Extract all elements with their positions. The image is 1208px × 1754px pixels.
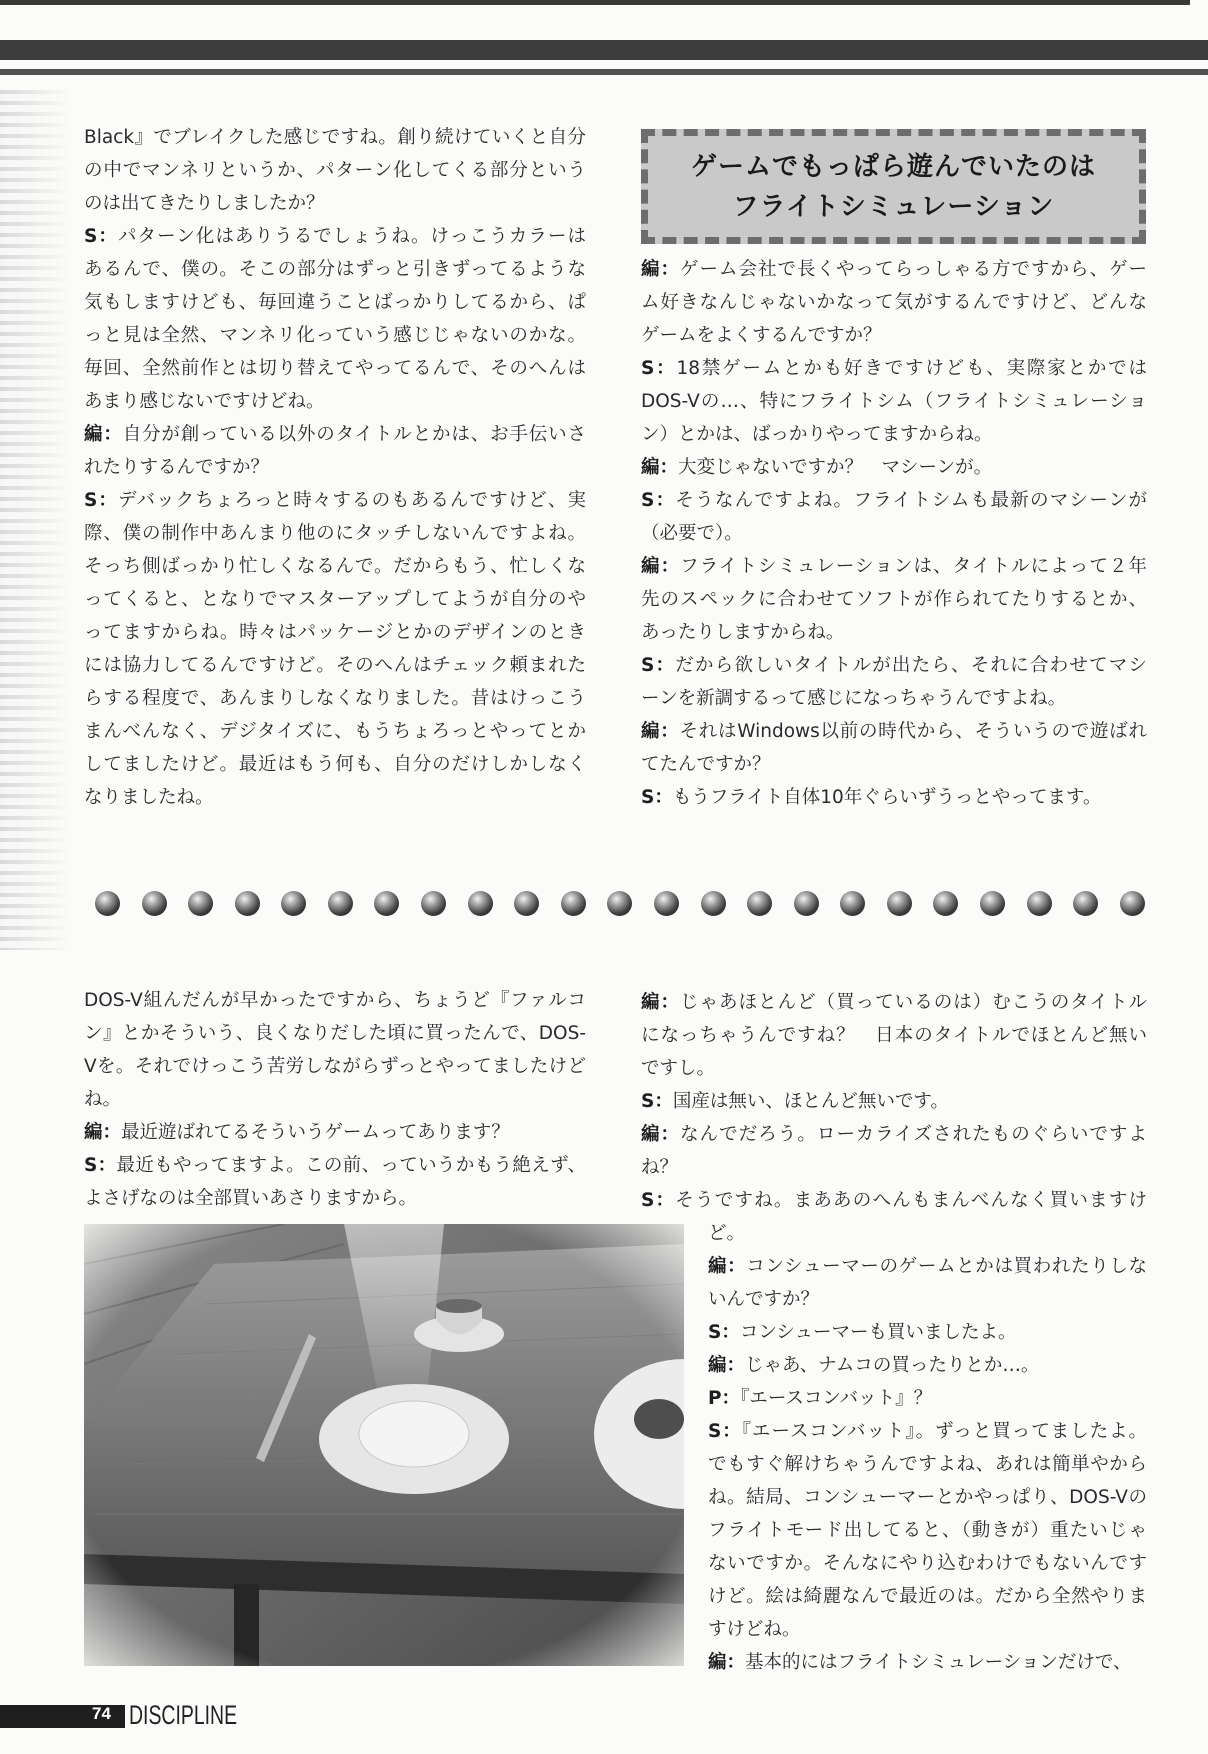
speaker-label: 編： [708,1355,746,1376]
text-line [84,220,586,253]
speaker-label: 編： [641,457,679,478]
line-text: そうですね。まああのへんもまんべんなく買いますけ [675,1190,1148,1211]
column-bottom-left [84,984,586,1215]
text-line [84,1116,586,1149]
text-line [84,385,586,418]
line-text: してましたけど。最近はもう何も、自分のだけしかしなく [84,754,586,775]
header-band [0,40,1208,60]
speaker-label: S： [641,358,677,379]
divider-dot [607,891,632,916]
line-text: あったりしますからね。 [641,622,845,643]
line-text: ゲームをよくするんですか？ [641,325,882,346]
table-scene-illustration [84,1224,684,1666]
top-rule [0,0,1190,5]
text-line [641,1019,1147,1052]
text-line [84,550,586,583]
line-text: ってますからね。時々はパッケージとかのデザインのとき [84,622,586,643]
line-text: てたんですか？ [641,754,771,775]
divider-dot [840,891,865,916]
speaker-label: 編： [84,1122,122,1143]
line-text: 『エースコンバット』？ [740,1388,933,1409]
speaker-label: 編： [641,1124,681,1145]
line-text: ね？ [641,1157,679,1178]
line-text: まんべんなく、デジタイズに、もうちょろっとやってとか [84,721,586,742]
speaker-label: S： [641,1091,673,1112]
divider-dot [887,891,912,916]
text-line [84,121,586,154]
speaker-label: S： [708,1421,742,1442]
line-text: 気もしますけども、毎回違うことばっかりしてるから、ぱ [84,292,586,313]
divider-dot [328,891,353,916]
divider-dot [235,891,260,916]
text-line [708,1250,1147,1283]
divider-dot [281,891,306,916]
text-line [641,1184,1147,1217]
text-line [84,319,586,352]
line-text: ね。結局、コンシューマーとかやっぱり、DOS-Vの [708,1487,1147,1508]
text-line [84,649,586,682]
line-text: あるんで、僕の。そこの部分はずっと引きずってるような [84,259,586,280]
text-line [84,616,586,649]
text-line [84,286,586,319]
text-line [84,154,586,187]
line-text: には協力してるんですけど。そのへんはチェック頼まれた [84,655,586,676]
line-text: 最近もやってますよ。この前、っていうかもう絶えず、 [116,1155,586,1176]
line-text: 大変じゃないですか？ マシーンが。 [678,457,993,478]
speaker-label: 編： [641,992,681,1013]
text-line [708,1382,1147,1415]
divider-dot [747,891,772,916]
divider-dot [1120,891,1145,916]
text-line [84,1083,586,1116]
divider-dot [933,891,958,916]
text-line [84,1182,586,1215]
edge-stripes [0,90,70,950]
line-text: もうフライト自体10年ぐらいずうっとやってます。 [672,787,1102,808]
speaker-label: 編： [641,259,680,280]
line-text: なんでだろう。ローカライズされたものぐらいですよ [680,1124,1147,1145]
text-line [84,1017,586,1050]
line-text: れたりするんですか？ [84,457,270,478]
line-text: そうなんですよね。フライトシムも最新のマシーンが [675,490,1147,511]
text-line [708,1646,1147,1679]
text-line [641,484,1147,517]
speaker-label: S： [84,226,118,247]
table-photo [84,1224,684,1666]
text-line [641,352,1147,385]
text-line [84,187,586,220]
text-line [84,781,586,814]
line-text: コンシューマーのゲームとかは買われたりしな [746,1256,1147,1277]
line-text: コンシューマーも買いましたよ。 [739,1322,1017,1343]
speaker-label: 編： [641,556,681,577]
speaker-label: P： [708,1388,741,1409]
line-text: ーンを新調するって感じになっちゃうんですよね。 [641,688,1067,709]
text-line [641,649,1147,682]
line-text: ないですか。そんなにやり込むわけでもないんです [708,1553,1147,1574]
speaker-label: S： [641,490,676,511]
text-line [641,1118,1147,1151]
text-line [641,253,1147,286]
text-line [641,986,1147,1019]
line-text: あまり感じないですけどね。 [84,391,325,412]
speaker-label: S： [641,1190,676,1211]
line-text: でもすぐ解けちゃうんですよね、あれは簡単やから [708,1454,1147,1475]
line-text: 先のスペックに合わせてソフトが作られてたりするとか、 [641,589,1147,610]
text-line [641,748,1147,781]
speaker-label: S： [641,655,676,676]
line-text: になっちゃうんですね？ 日本のタイトルでほとんど無い [641,1025,1147,1046]
line-text: 毎回、全然前作とは切り替えてやってるんで、そのへんは [84,358,586,379]
text-line [84,583,586,616]
heading-line: ゲームでもっぱら遊んでいたのは [690,151,1096,182]
text-line [641,418,1147,451]
text-line [641,682,1147,715]
line-text: フライトシミュレーションは、タイトルによって２年 [680,556,1147,577]
text-line [641,286,1147,319]
text-line [641,781,1147,814]
text-line [84,352,586,385]
divider-dot [188,891,213,916]
dot-divider [95,891,1145,916]
line-text: 国産は無い、ほとんど無いです。 [672,1091,949,1112]
speaker-label: 編： [641,721,680,742]
text-line [84,1050,586,1083]
line-text: 際、僕の制作中あんまり他のにタッチしないんですよね。 [84,523,586,544]
text-line [641,583,1147,616]
line-text: （必要で）。 [641,523,743,544]
speaker-label: S： [84,490,119,511]
divider-dot [1073,891,1098,916]
text-line [84,253,586,286]
line-text: いんですか？ [708,1289,820,1310]
text-line [641,715,1147,748]
text-line [708,1580,1147,1613]
divider-dot [654,891,679,916]
header-rule [0,69,1208,75]
text-line [84,682,586,715]
text-line [84,451,586,484]
speaker-label: 編： [84,424,123,445]
line-text: なりましたね。 [84,787,214,808]
text-line [84,517,586,550]
text-line [708,1514,1147,1547]
text-line [708,1415,1147,1448]
line-text: Black』でブレイクした感じですね。創り続けていくと自分 [84,127,586,148]
line-text: ン）とかは、ばっかりやってますからね。 [641,424,993,445]
text-line [708,1448,1147,1481]
speaker-label: S： [641,787,673,808]
speaker-label: 編： [708,1652,746,1673]
section-heading [641,129,1146,244]
line-text: よさげなのは全部買いあさりますから。 [84,1188,418,1209]
line-text: DOS-V組んだんが早かったですから、ちょうど『ファルコ [84,990,586,1011]
divider-dot [794,891,819,916]
line-text: デバックちょろっと時々するのもあるんですけど、実 [118,490,586,511]
line-text: それはWindows以前の時代から、そういうので遊ばれ [679,721,1147,742]
line-text: だから欲しいタイトルが出たら、それに合わせてマシ [675,655,1148,676]
line-text: の中でマンネリというか、パターン化してくる部分という [84,160,586,181]
divider-dot [421,891,446,916]
line-text: 『エースコンバット』。ずっと買ってましたよ。 [741,1421,1147,1442]
line-text: じゃあほとんど（買っているのは）むこうのタイトル [680,992,1147,1013]
line-text: じゃあ、ナムコの買ったりとか…。 [745,1355,1040,1376]
line-text: ってくると、となりでマスターアップしてようが自分のや [84,589,586,610]
line-text: フライトモード出してると、（動きが）重たいじゃ [708,1520,1147,1541]
text-line [641,1085,1147,1118]
text-line [84,418,586,451]
text-line [708,1217,1147,1250]
speaker-label: S： [708,1322,740,1343]
divider-dot [980,891,1005,916]
text-line [641,1052,1147,1085]
speaker-label: 編： [708,1256,747,1277]
column-bottom-right [641,986,1147,1679]
speaker-label: S： [84,1155,117,1176]
line-text: ゲーム会社で長くやってらっしゃる方ですから、ゲー [680,259,1147,280]
column-top-right [641,253,1147,814]
text-line [708,1547,1147,1580]
text-line [708,1613,1147,1646]
text-line [84,484,586,517]
divider-dot [561,891,586,916]
text-line [641,451,1147,484]
divider-dot [1027,891,1052,916]
line-text: ン』とかそういう、良くなりだした頃に買ったんで、DOS- [84,1023,586,1044]
text-line [641,1151,1147,1184]
text-line [641,319,1147,352]
line-text: ですし。 [641,1058,716,1079]
text-line [641,517,1147,550]
text-line [641,616,1147,649]
text-line [708,1481,1147,1514]
page-number: 74 [92,1704,111,1723]
divider-dot [95,891,120,916]
line-text: DOS-Vの…、特にフライトシム（フライトシミュレーショ [641,391,1147,412]
line-text: 基本的にはフライトシミュレーションだけで、 [745,1652,1132,1673]
divider-dot [374,891,399,916]
text-line [708,1283,1147,1316]
line-text: けど。絵は綺麗なんで最近のは。だから全然やりま [708,1586,1147,1607]
heading-line: フライトシミュレーション [732,191,1055,222]
line-text: Vを。それでけっこう苦労しながらずっとやってましたけど [84,1056,586,1077]
column-top-left [84,121,586,814]
divider-dot [701,891,726,916]
line-text: のは出てきたりしましたか？ [84,193,325,214]
line-text: パターン化はありうるでしょうね。けっこうカラーは [117,226,586,247]
text-line [84,1149,586,1182]
line-text: 18禁ゲームとかも好きですけども、実際家とかでは [676,358,1148,379]
magazine-name: DISCIPLINE [129,1700,238,1730]
line-text: 自分が創っている以外のタイトルとかは、お手伝いさ [122,424,586,445]
divider-dot [142,891,167,916]
line-text: ム好きなんじゃないかなって気がするんですけど、どんな [641,292,1147,313]
line-text: ね。 [84,1089,122,1110]
text-line [708,1316,1147,1349]
text-line [84,984,586,1017]
line-text: すけどね。 [708,1619,801,1640]
divider-dot [468,891,493,916]
text-line [84,715,586,748]
divider-dot [514,891,539,916]
line-text: 最近遊ばれてるそういうゲームってあります？ [121,1122,510,1143]
text-line [708,1349,1147,1382]
line-text: らする程度で、あんまりしなくなりました。昔はけっこう [84,688,586,709]
line-text: そっち側ばっかり忙しくなるんで。だからもう、忙しくな [84,556,586,577]
text-line [641,385,1147,418]
line-text: っと見は全然、マンネリ化っていう感じじゃないのかな。 [84,325,586,346]
text-line [641,550,1147,583]
line-text: ど。 [708,1223,746,1244]
text-line [84,748,586,781]
